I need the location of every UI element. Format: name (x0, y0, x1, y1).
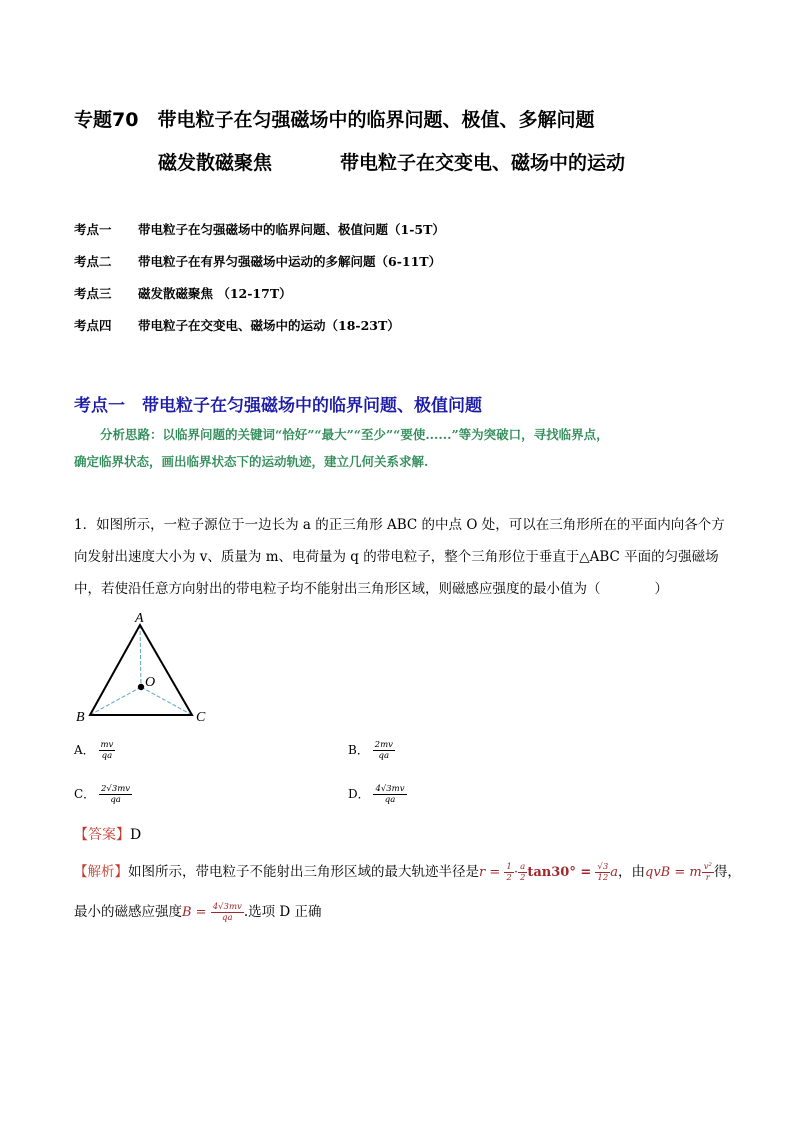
title-line-1: 专题70 带电粒子在匀强磁场中的临界问题、极值、多解问题 (74, 109, 595, 131)
solution-text-2: ，由 (618, 864, 645, 880)
title-line-2-left: 磁发散磁聚焦 (158, 152, 273, 174)
radius-formula: r = $\frac{1}{2}$ · $\frac{a}{2}$ tan30° = $\frac{√3}{12}$ a (479, 862, 618, 883)
toc-label: 考点四 (74, 318, 112, 333)
toc-text: 带电粒子在交变电、磁场中的运动（18-23T） (138, 318, 400, 333)
toc-item-1 (74, 220, 445, 238)
option-fraction: $\frac{2mv}{qa}$ (374, 740, 393, 761)
option-letter: C． (74, 787, 96, 801)
analysis-line-2: 确定临界状态，画出临界状态下的运动轨迹，建立几何关系求解. (74, 454, 429, 469)
toc-text: 磁发散磁聚焦 （12-17T） (138, 286, 292, 301)
point-o (138, 684, 144, 690)
dashed-line-oa (140, 625, 141, 687)
toc-item-2 (74, 252, 441, 270)
question-line-3: 中，若使沿任意方向射出的带电粒子均不能射出三角形区域，则磁感应强度的最小值为（ ） (74, 581, 668, 597)
answer-label: 【答案】 (74, 827, 130, 843)
solution-text-3: 得， (713, 864, 741, 880)
toc-label: 考点一 (74, 222, 112, 237)
title-line-2-right: 带电粒子在交变电、磁场中的运动 (340, 152, 626, 174)
toc-label: 考点二 (74, 254, 112, 269)
option-fraction: $\frac{2√3mv}{qa}$ (101, 784, 131, 805)
label-o: O (145, 675, 156, 690)
option-c[interactable] (74, 784, 132, 805)
answer-value: D (130, 827, 142, 843)
toc-text: 带电粒子在有界匀强磁场中运动的多解问题（6-11T） (138, 254, 442, 269)
option-letter: B． (348, 743, 369, 757)
toc-text: 带电粒子在匀强磁场中的临界问题、极值问题（1-5T） (138, 222, 445, 237)
question-line-1: 1．如图所示，一粒子源位于一边长为 a 的正三角形 ABC 的中点 O 处，可以在三角形所在的平面内向各个方 (74, 517, 725, 533)
solution-line-2-end: .选项 D 正确 (243, 904, 322, 920)
solution-line-2-text: 最小的磁感应强度 (74, 904, 182, 920)
option-letter: A． (74, 743, 95, 757)
solution-text-1: 如图所示，带电粒子不能射出三角形区域的最大轨迹半径是 (128, 864, 479, 880)
option-fraction: $\frac{mv}{qa}$ (100, 740, 114, 761)
option-fraction: $\frac{4√3mv}{qa}$ (375, 784, 405, 805)
label-c: C (196, 710, 206, 725)
toc-item-4 (74, 316, 400, 334)
answer (74, 824, 141, 844)
option-d[interactable] (348, 784, 407, 805)
option-letter: D． (348, 787, 370, 801)
question-line-2: 向发射出速度大小为 v、质量为 m、电荷量为 q 的带电粒子，整个三角形位于垂直于△ABC 平面的匀强磁场 (74, 549, 719, 565)
option-b[interactable] (348, 740, 395, 761)
toc-label: 考点三 (74, 286, 112, 301)
analysis-line-1: 分析思路：以临界问题的关键词“恰好”“最大”“至少”“要使......”等为突破口，寻找临界点， (100, 427, 609, 442)
solution-label: 【解析】 (74, 864, 128, 880)
section-title: 考点一 带电粒子在匀强磁场中的临界问题、极值问题 (74, 396, 482, 416)
force-formula: qvB = m $\frac{\text{v²}}{r}$ (645, 862, 712, 883)
solution-line-2 (74, 900, 322, 925)
triangle-figure (70, 610, 220, 726)
solution-line-1 (74, 860, 741, 885)
b-formula: B = $\frac{4√3mv}{qa}$ (182, 902, 242, 923)
option-a[interactable] (74, 740, 115, 761)
toc-item-3 (74, 284, 292, 302)
label-a: A (135, 611, 144, 626)
label-b: B (76, 710, 85, 725)
